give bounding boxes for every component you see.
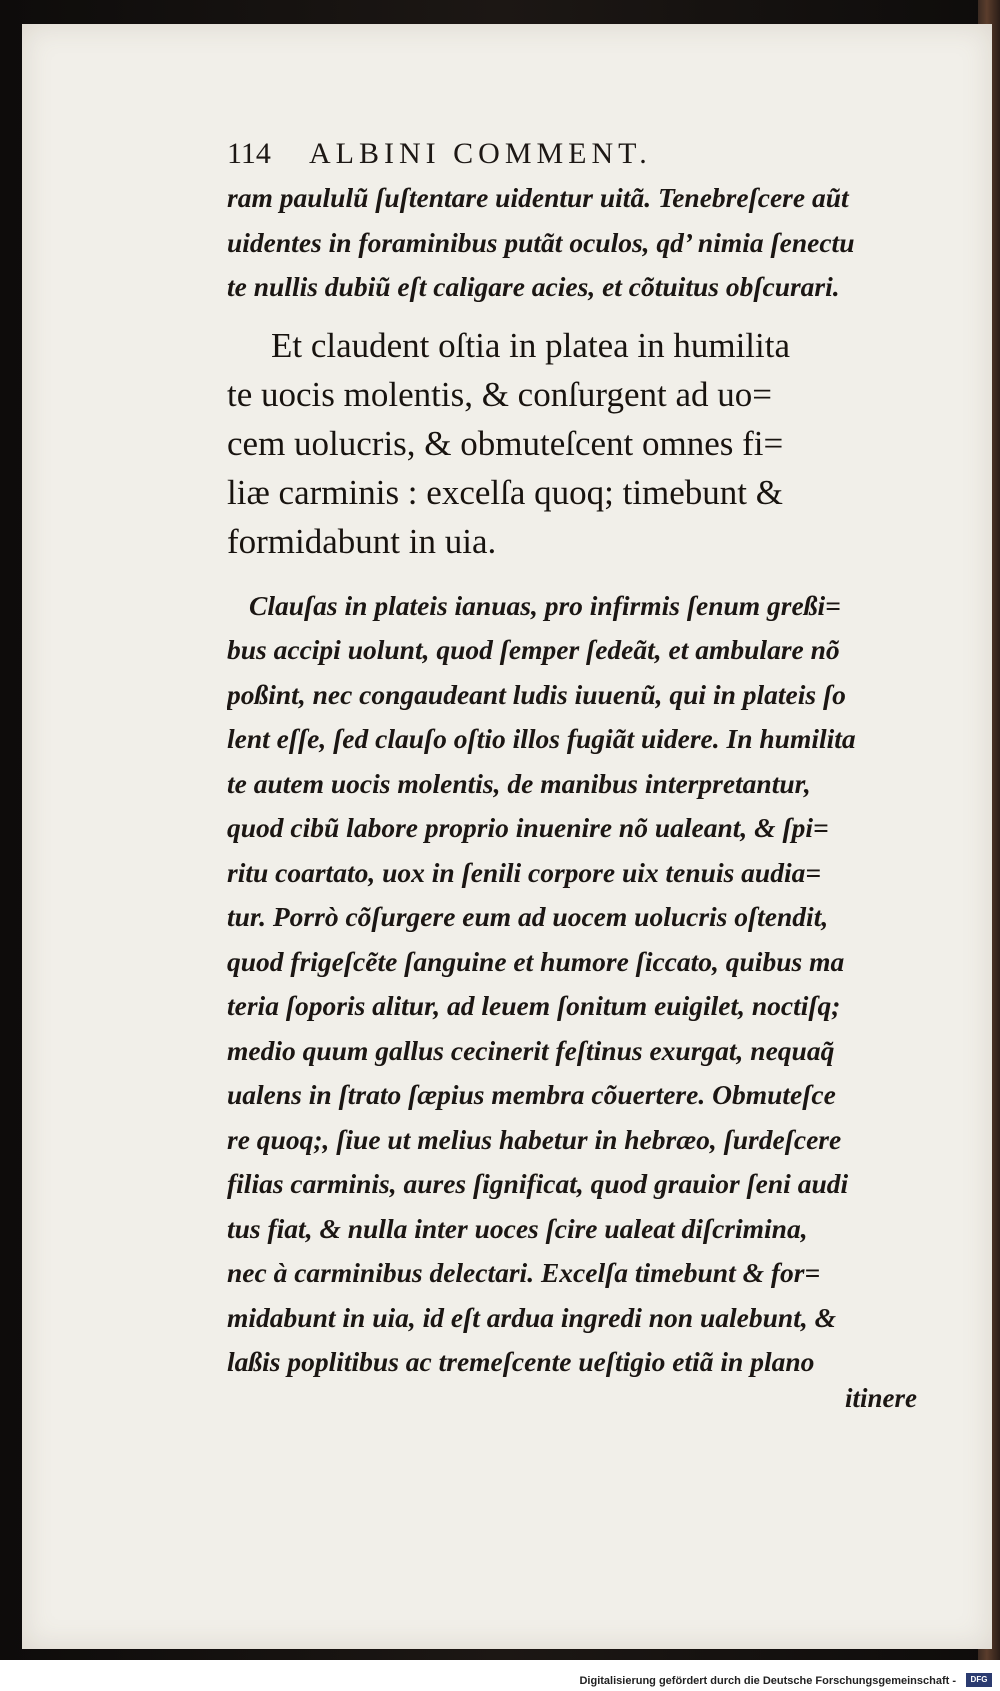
running-head: [227, 132, 937, 176]
verse-line: Et claudent oſtia in platea in humilita: [271, 325, 791, 365]
commentary: [227, 584, 937, 1385]
verse-line: cem uolucris, & obmuteſcent omnes fi=: [227, 423, 784, 463]
gloss-top: [227, 176, 937, 310]
commentary-line: poßint, nec congaudeant ludis iuuenũ, qui in plateis ſo: [227, 678, 846, 710]
verse-line: te uocis molentis, & conſurgent ad uo=: [227, 374, 772, 414]
commentary-line: filias carminis, aures ſignificat, quod grauior ſeni audi: [227, 1168, 849, 1199]
gloss-line: uidentes in foraminibus putãt oculos, qd’ nimia ſenectu: [227, 226, 855, 258]
commentary-line: lent eſſe, ſed clauſo oſtio illos fugiãt uidere. In humilita: [227, 723, 856, 754]
commentary-line: tus fiat, & nulla inter uoces ſcire ualeat diſcrimina,: [227, 1212, 808, 1244]
commentary-line: te autem uocis molentis, de manibus interpretantur,: [227, 767, 811, 799]
commentary-line: bus accipi uolunt, quod ſemper ſedeãt, et ambulare nõ: [227, 634, 840, 665]
scripture-verse: [227, 321, 937, 566]
running-head-title: ALBINI COMMENT.: [309, 137, 652, 170]
commentary-line: quod frigeſcẽte ſanguine et humore ſiccato, quibus ma: [227, 945, 845, 977]
commentary-line: Clauſas in plateis ianuas, pro infirmis ſenum greßi=: [249, 589, 841, 621]
funding-credit: Digitalisierung gefördert durch die Deutsche Forschungsgemeinschaft -: [579, 1675, 956, 1687]
verse-line: formidabunt in uia.: [227, 521, 497, 561]
commentary-line: teria ſoporis alitur, ad leuem ſonitum euigilet, noctiſq;: [227, 990, 841, 1021]
commentary-line: quod cibũ labore proprio inuenire nõ ualeant, & ſpi=: [227, 812, 829, 843]
commentary-line: re quoq;, ſiue ut melius habetur in hebræo, ſurdeſcere: [227, 1123, 842, 1155]
gloss-line: te nullis dubiũ eſt caligare acies, et cõtuitus obſcurari.: [227, 271, 840, 302]
catchword: itinere: [845, 1382, 917, 1413]
verse-line: liæ carminis : excelſa quoq; timebunt &: [227, 472, 784, 512]
commentary-line: medio quum gallus cecinerit feſtinus exurgat, nequaq̃: [227, 1034, 835, 1066]
commentary-line: laßis poplitibus ac tremeſcente ueſtigio etiã in plano: [227, 1346, 815, 1377]
dfg-logo-icon: DFG: [966, 1673, 992, 1687]
page-number: 114: [227, 137, 271, 170]
book-page: [22, 24, 992, 1649]
commentary-line: midabunt in uia, id eſt ardua ingredi non ualebunt, &: [227, 1301, 836, 1333]
gloss-line: ram paululũ ſuſtentare uidentur uitã. Tenebreſcere aũt: [227, 182, 849, 213]
page-text-block: [227, 132, 937, 1414]
commentary-line: nec à carminibus delectari. Excelſa timebunt & for=: [227, 1257, 821, 1288]
commentary-line: tur. Porrò cõſurgere eum ad uocem uolucris oſtendit,: [227, 901, 829, 932]
commentary-line: ualens in ſtrato ſæpius membra cõuertere. Obmuteſce: [227, 1079, 836, 1110]
commentary-line: ritu coartato, uox in ſenili corpore uix tenuis audia=: [227, 856, 822, 888]
